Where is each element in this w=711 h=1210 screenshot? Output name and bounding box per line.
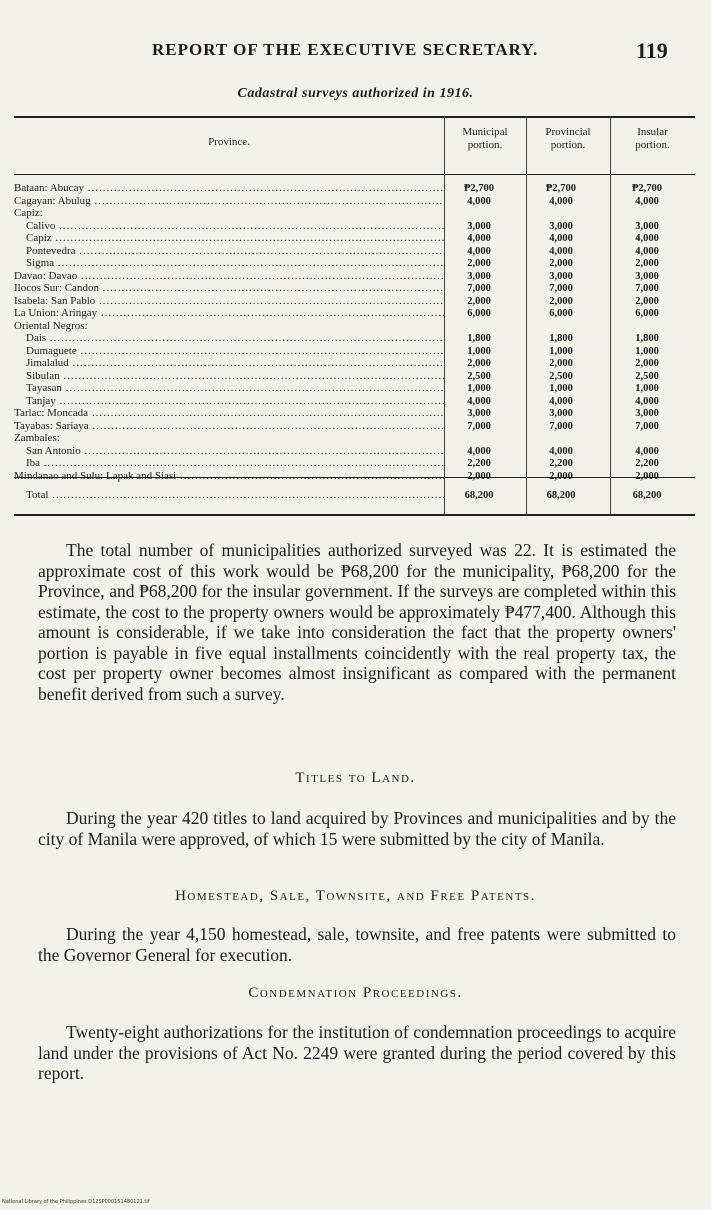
table-row (14, 245, 695, 258)
row-insular-value: 6,000 (635, 308, 659, 319)
row-insular-value: 3,000 (635, 408, 659, 419)
table-row (14, 370, 695, 383)
table-row (14, 195, 695, 208)
table-row (14, 270, 695, 283)
row-insular-value: 7,000 (635, 420, 659, 432)
row-municipal-value: 2,500 (467, 370, 491, 382)
row-provincial-value: 2,000 (549, 258, 573, 269)
row-municipal-value: 7,000 (467, 420, 491, 432)
table-row (14, 395, 695, 408)
table-row (14, 232, 695, 245)
table-row (14, 382, 695, 395)
row-municipal-value: ₱2,700 (463, 183, 495, 194)
row-provincial-value: 4,000 (549, 233, 573, 244)
row-insular-value: 2,000 (635, 258, 659, 269)
row-municipal-value: 2,000 (467, 295, 491, 307)
column-header-insular (610, 126, 695, 152)
row-municipal-value: 3,000 (467, 220, 491, 232)
total-row (14, 489, 695, 502)
section-heading-condemnation: Condemnation Proceedings. (248, 985, 463, 1001)
paragraph-cost-estimate: The total number of municipalities authorized surveyed was 22. It is estimated the approximate cost of this work would be ₱68,200 for the municipality, ₱68,200 for the Province, and ₱68,200 for the insular government. If the surveys are completed within this estimate, the cost to the property owners would be approximately ₱477,400. Although this amount is considerable, if we take into consideration the fact that the property owners' portion is payable in five equal installments coincidently with the real property tax, the cost per property owner becomes almost insignificant as compared with the permanent benefit derived from such a survey. (38, 540, 676, 704)
row-provincial-value: 1,000 (549, 345, 573, 357)
row-province-label: Capiz ..... (26, 232, 444, 245)
row-municipal-value: 3,000 (467, 408, 491, 419)
row-municipal-value: 4,000 (467, 195, 491, 207)
row-municipal-value: 3,000 (467, 270, 491, 282)
row-insular-value: 7,000 (635, 283, 659, 294)
row-insular-value: 2,000 (635, 295, 659, 307)
row-provincial-value: 3,000 (549, 270, 573, 282)
column-header-insular-line2: portion. (635, 139, 670, 151)
row-insular-value: 1,000 (635, 383, 659, 394)
table-row (14, 457, 695, 470)
table-row (14, 420, 695, 433)
running-head (0, 38, 711, 68)
row-province-label: Iba ..... (26, 457, 444, 470)
row-provincial-value: 2,000 (549, 295, 573, 307)
total-provincial: 68,200 (546, 490, 576, 501)
row-municipal-value: 4,000 (467, 233, 491, 244)
row-provincial-value: 1,000 (549, 383, 573, 394)
table-row (14, 207, 695, 220)
row-provincial-value: 1,800 (549, 333, 573, 344)
row-municipal-value: 4,000 (467, 245, 491, 257)
row-provincial-value: 3,000 (549, 408, 573, 419)
column-header-provincial (526, 126, 610, 152)
table-row (14, 432, 695, 445)
table-top-rule (14, 116, 695, 118)
table-caption: Cadastral surveys authorized in 1916. (237, 86, 474, 101)
row-municipal-value: 2,000 (467, 358, 491, 369)
row-provincial-value: 4,000 (549, 245, 573, 257)
row-province-label: Tayasan ..... (26, 382, 444, 395)
report-title: REPORT OF THE EXECUTIVE SECRETARY. (152, 40, 539, 59)
paragraph-condemnation: Twenty-eight authorizations for the institution of condemnation proceedings to acquire land under the provisions of Act No. 2249 were granted during the period covered by this report. (38, 1022, 676, 1083)
table-row (14, 320, 695, 333)
row-municipal-value: 2,000 (467, 470, 491, 482)
row-provincial-value: 2,500 (549, 370, 573, 382)
scan-footer: National Library of the Philippines D12SP000151480121.tif (2, 1199, 150, 1205)
row-province-label: Calivo ..... (26, 220, 444, 233)
table-bottom-rule (14, 514, 695, 516)
row-province-label: Dais ..... (26, 332, 444, 345)
row-insular-value: 2,000 (635, 470, 659, 482)
row-provincial-value: 7,000 (549, 420, 573, 432)
table-row (14, 445, 695, 458)
column-header-provincial-line2: portion. (550, 139, 586, 151)
row-municipal-value: 7,000 (467, 283, 491, 294)
row-province-label: Isabela: San Pablo ..... (14, 295, 444, 308)
row-provincial-value: 6,000 (549, 308, 573, 319)
table-row (14, 182, 695, 195)
row-insular-value: 2,200 (635, 458, 659, 469)
column-header-municipal-line2: portion. (467, 139, 503, 151)
row-provincial-value: 4,000 (549, 445, 573, 457)
total-insular: 68,200 (632, 490, 662, 501)
row-municipal-value: 4,000 (467, 395, 491, 407)
row-province-label: Ilocos Sur: Candon ..... (14, 282, 444, 295)
section-heading-titles: Titles to Land. (295, 770, 416, 786)
row-province-label: San Antonio ..... (26, 445, 444, 458)
row-municipal-value: 1,000 (467, 345, 491, 357)
row-province-label: Tarlac: Moncada ..... (14, 407, 444, 420)
row-province-label: Tayabas: Sariaya ..... (14, 420, 444, 433)
table-row (14, 282, 695, 295)
table-row (14, 220, 695, 233)
row-province-label: Cagayan: Abulug ..... (14, 195, 444, 208)
row-provincial-value: 2,000 (549, 470, 573, 482)
paragraph-patents: During the year 4,150 homestead, sale, townsite, and free patents were submitted to the Governor General for execution. (38, 924, 676, 965)
table-row (14, 307, 695, 320)
row-insular-value: 1,800 (635, 333, 659, 344)
column-header-insular-line1: Insular (637, 126, 668, 138)
header-bottom-rule (14, 174, 695, 175)
page-number: 119 (636, 38, 668, 63)
row-provincial-value: 7,000 (549, 283, 573, 294)
row-province-label: Pontevedra ..... (26, 245, 444, 258)
row-province-label: Jimalalud ..... (26, 357, 444, 370)
section-heading-patents: Homestead, Sale, Townsite, and Free Patents. (175, 888, 536, 904)
column-header-municipal-line1: Municipal (462, 126, 508, 138)
column-header-provincial-line1: Provincial (545, 126, 591, 138)
table-row (14, 345, 695, 358)
paragraph-titles: During the year 420 titles to land acquired by Provinces and municipalities and by the city of Manila were approved, of which 15 were submitted by the city of Manila. (38, 808, 676, 849)
table-row (14, 295, 695, 308)
row-insular-value: ₱2,700 (631, 183, 663, 194)
column-header-municipal (444, 126, 526, 152)
row-insular-value: 1,000 (635, 345, 659, 357)
table-row (14, 407, 695, 420)
row-insular-value: 4,000 (635, 233, 659, 244)
row-provincial-value: ₱2,700 (545, 183, 577, 194)
total-label: Total ..... (26, 489, 444, 502)
total-municipal: 68,200 (464, 490, 494, 501)
row-insular-value: 4,000 (635, 245, 659, 257)
row-province-label: Capiz: (14, 207, 43, 219)
row-insular-value: 2,000 (635, 358, 659, 369)
row-provincial-value: 3,000 (549, 220, 573, 232)
row-insular-value: 4,000 (635, 195, 659, 207)
row-province-label: Dumaguete ..... (26, 345, 444, 358)
row-province-label: Davao: Davao ..... (14, 270, 444, 283)
row-municipal-value: 4,000 (467, 445, 491, 457)
row-municipal-value: 2,200 (467, 458, 491, 469)
row-province-label: Mindanao and Sulu: Lapak and Siasi ..... (14, 470, 444, 483)
row-province-label: Bataan: Abucay ..... (14, 182, 444, 195)
row-municipal-value: 2,000 (467, 258, 491, 269)
column-header-province: Province. (208, 136, 250, 148)
row-insular-value: 2,500 (635, 370, 659, 382)
row-municipal-value: 1,800 (467, 333, 491, 344)
row-municipal-value: 6,000 (467, 308, 491, 319)
row-municipal-value: 1,000 (467, 383, 491, 394)
table-row (14, 357, 695, 370)
row-provincial-value: 4,000 (549, 395, 573, 407)
row-province-label: Tanjay ..... (26, 395, 444, 408)
row-provincial-value: 2,200 (549, 458, 573, 469)
table-row (14, 332, 695, 345)
row-provincial-value: 4,000 (549, 195, 573, 207)
row-province-label: La Union: Aringay ..... (14, 307, 444, 320)
row-province-label: Zambales: (14, 432, 60, 444)
table-row (14, 257, 695, 270)
row-insular-value: 4,000 (635, 445, 659, 457)
row-insular-value: 3,000 (635, 220, 659, 232)
table-row (14, 470, 695, 483)
row-insular-value: 4,000 (635, 395, 659, 407)
row-province-label: Sibulan ..... (26, 370, 444, 383)
row-province-label: Oriental Negros: (14, 319, 88, 332)
row-insular-value: 3,000 (635, 270, 659, 282)
row-provincial-value: 2,000 (549, 358, 573, 369)
row-province-label: Sigma ..... (26, 257, 444, 270)
